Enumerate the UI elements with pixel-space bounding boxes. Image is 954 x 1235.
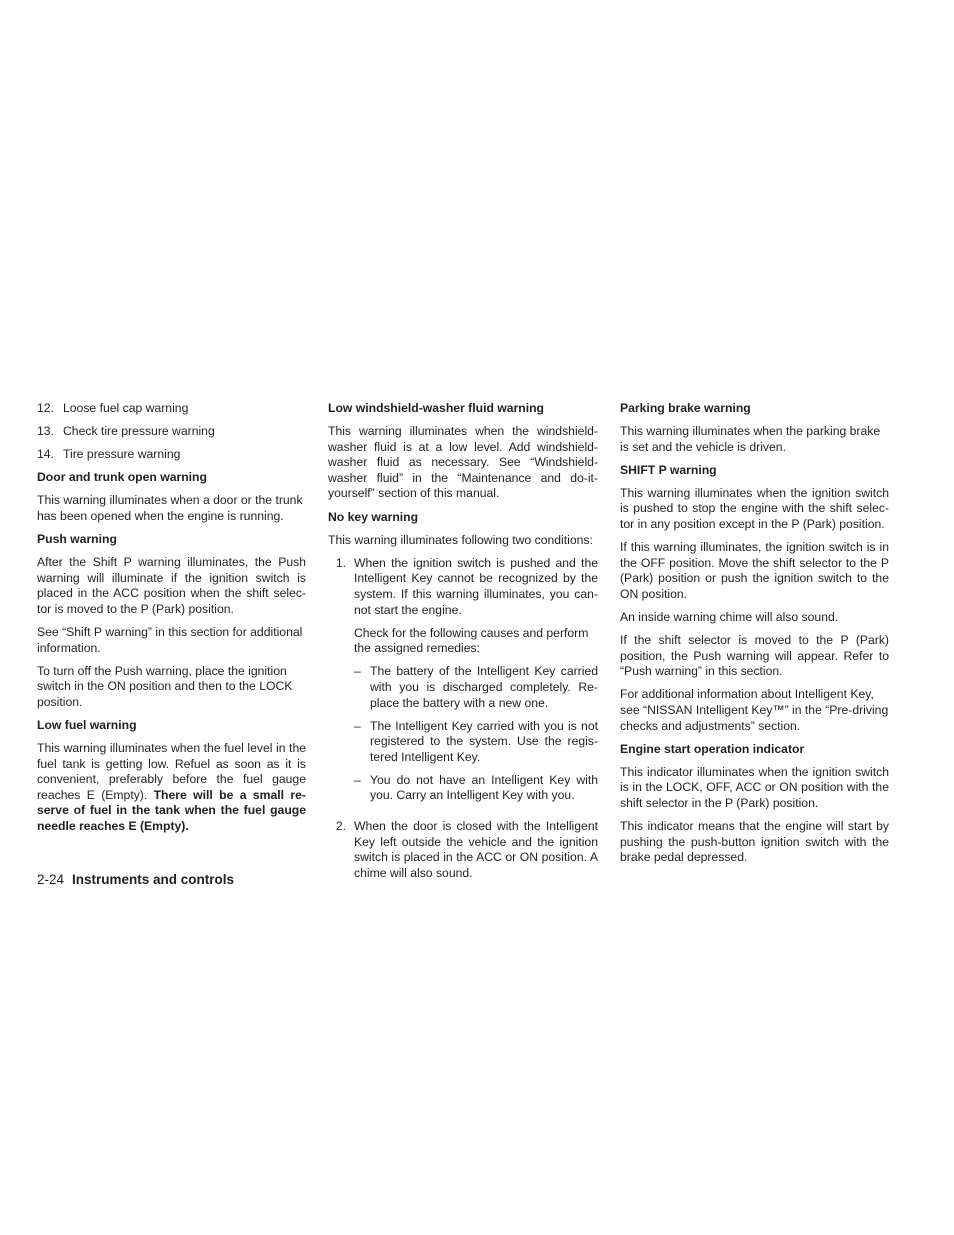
list-item: 1. When the ignition switch is pushed and the Intelligent Key cannot be recognized by the system. If this warning illuminates, you can-not start the engine. Check for the following causes and perform the assigned remedies: – The battery of the Intelligent Key carried with you is discharged completely. Re-place the battery with a new one. – The Intelligent Key carried with you is not registered to the system. Use the regis-tered Intelligent Key. – You do not have an Intelligent Key with you. Carry an Intelligent Key with you. bbox=[335, 555, 598, 803]
column-right bbox=[620, 401, 889, 873]
low-fuel-heading: Low fuel warning bbox=[37, 718, 137, 732]
shift-p-text-4: If the shift selector is moved to the P (Park) position, the Push warning will appear. Refer to “Push warning” in this section. bbox=[620, 633, 889, 679]
list-item: 13. Check tire pressure warning bbox=[37, 424, 215, 439]
shift-p-text-3: An inside warning chime will also sound. bbox=[620, 610, 839, 625]
section-title: Instruments and controls bbox=[72, 872, 235, 887]
washer-fluid-heading: Low windshield-washer fluid warning bbox=[328, 401, 545, 415]
engine-start-heading: Engine start operation indicator bbox=[620, 741, 805, 756]
push-warning-heading: Push warning bbox=[37, 532, 117, 547]
shift-p-heading: SHIFT P warning bbox=[620, 462, 717, 477]
low-fuel-text: This warning illuminates when the fuel level in the fuel tank is getting low. Refuel as soon as it is convenient, preferably before the fuel gauge reaches E (Empty). There will be a small re-serve of fuel in the tank when the fuel gauge needle reaches E (Empty). bbox=[37, 741, 306, 834]
list-item: 14. Tire pressure warning bbox=[37, 447, 181, 462]
parking-brake-text: This warning illuminates when the parking brake is set and the vehicle is driven. bbox=[620, 424, 881, 454]
shift-p-text-2: If this warning illuminates, the ignition switch is in the OFF position. Move the shift selector to the P (Park) position or push the ignition switch to the ON position. bbox=[620, 540, 889, 601]
column-left bbox=[37, 401, 306, 842]
column-middle bbox=[328, 401, 598, 896]
door-trunk-text: This warning illuminates when a door or the trunk has been opened when the engine is running. bbox=[37, 493, 303, 523]
no-key-heading: No key warning bbox=[328, 509, 419, 524]
parking-brake-heading: Parking brake warning bbox=[620, 401, 751, 415]
push-warning-text-1: After the Shift P warning illuminates, the Push warning will illuminate if the ignition switch is placed in the ACC position when the shift selec-tor is moved to the P (Park) position. bbox=[37, 555, 306, 616]
page-footer bbox=[37, 872, 234, 888]
shift-p-text-1: This warning illuminates when the ignition switch is pushed to stop the engine with the shift selec-tor in any position except in the P (Park) position. bbox=[620, 485, 889, 532]
list-item: – The Intelligent Key carried with you is not registered to the system. Use the regis-tered Intelligent Key. bbox=[354, 718, 598, 764]
no-key-intro: This warning illuminates following two conditions: bbox=[328, 532, 593, 547]
engine-start-text-1: This indicator illuminates when the ignition switch is in the LOCK, OFF, ACC or ON position with the shift selector in the P (Park) position. bbox=[620, 764, 889, 810]
push-warning-text-3: To turn off the Push warning, place the ignition switch in the ON position and then to the LOCK position. bbox=[37, 663, 293, 709]
list-item: – You do not have an Intelligent Key with you. Carry an Intelligent Key with you. bbox=[354, 772, 598, 803]
list-item: – The battery of the Intelligent Key carried with you is discharged completely. Re-place the battery with a new one. bbox=[354, 664, 598, 710]
page-number: 2-24 bbox=[37, 872, 65, 887]
washer-fluid-text: This warning illuminates when the windshield-washer fluid is at a low level. Add windshield-washer fluid as necessary. See “Windshield-washer fluid” in the “Maintenance and do-it-yourself” section of this manual. bbox=[328, 424, 598, 501]
push-warning-text-2: See “Shift P warning” in this section for additional information. bbox=[37, 625, 303, 655]
list-item: 12. Loose fuel cap warning bbox=[37, 401, 189, 415]
door-trunk-heading: Door and trunk open warning bbox=[37, 470, 207, 485]
list-item: 2. When the door is closed with the Intelligent Key left outside the vehicle and the ignition switch is placed in the ACC or ON position. A chime will also sound. bbox=[335, 819, 598, 880]
low-fuel-emphasis: There will be a small re-serve of fuel in the tank when the fuel gauge needle reaches E (Empty). bbox=[37, 787, 306, 834]
shift-p-text-5: For additional information about Intelligent Key, see “NISSAN Intelligent Key™” in the “Pre-driving checks and adjustments” section. bbox=[620, 687, 889, 733]
engine-start-text-2: This indicator means that the engine will start by pushing the push-button ignition switch with the brake pedal depressed. bbox=[620, 819, 889, 865]
